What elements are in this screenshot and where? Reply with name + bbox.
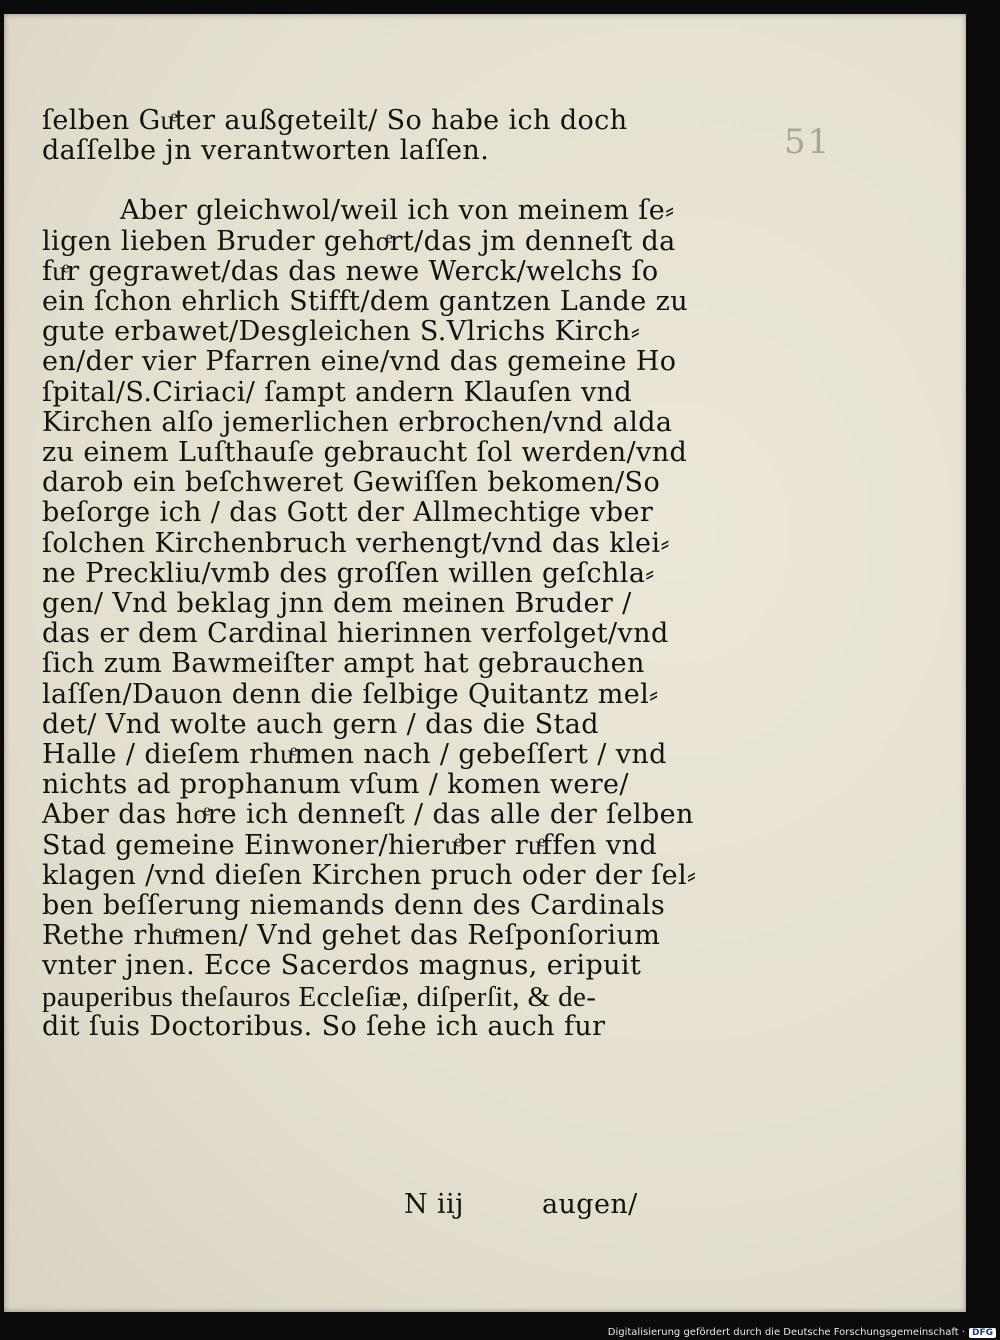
- text-line: ben beſſerung niemands denn des Cardinals: [42, 890, 666, 922]
- text-line: vnter jnen. Ecce Sacerdos magnus, eripuit: [42, 950, 642, 982]
- text-line: ſolchen Kirchenbruch verhengt/vnd das klei⸗: [42, 527, 670, 559]
- text-line: darob ein beſchweret Gewiſſen bekomen/So: [42, 467, 661, 499]
- text-line: gen/ Vnd beklag jnn dem meinen Bruder /: [42, 588, 632, 620]
- text-line: fuͤr gegrawet/das das newe Werck/welchs ſo: [42, 255, 659, 287]
- text-line: ſich zum Bawmeiſter ampt hat gebrauchen: [42, 648, 645, 680]
- book-page: [4, 14, 966, 1312]
- footer-credit: [608, 1327, 996, 1338]
- folio-number: 51: [784, 122, 832, 162]
- text-line: nichts ad prophanum vſum / komen were/: [42, 769, 629, 801]
- text-line: ein ſchon ehrlich Stifft/dem gantzen Lande zu: [42, 286, 688, 318]
- text-line: beſorge ich / das Gott der Allmechtige vber: [42, 497, 654, 529]
- text-line: laſſen/Dauon denn die ſelbige Quitantz mel⸗: [42, 678, 659, 710]
- text-line: pauperibus theſauros Eccleſiæ, diſperſit, & de-: [42, 980, 597, 1013]
- text-line: ligen lieben Bruder gehoͤrt/das jm denneſt da: [42, 225, 676, 257]
- text-line: Kirchen alſo jemerlichen erbrochen/vnd alda: [42, 406, 673, 438]
- text-lines: [42, 105, 697, 1042]
- text-line: ſpital/S.Ciriaci/ ſampt andern Klauſen vnd: [42, 376, 633, 408]
- text-line: Halle / dieſem rhuͤmen nach / gebeſſert / vnd: [42, 739, 667, 771]
- text-line: en/der vier Pfarren eine/vnd das gemeine Ho: [42, 346, 677, 378]
- text-line: zu einem Luſthauſe gebraucht ſol werden/vnd: [42, 437, 688, 469]
- text-line: Aber gleichwol/weil ich von meinem ſe⸗: [120, 195, 675, 227]
- catchword: augen/: [542, 1189, 638, 1220]
- dfg-logo: DFG: [969, 1328, 996, 1338]
- text-line: ſelben Guͤter außgeteilt/ So habe ich doch: [42, 105, 628, 136]
- text-line: ne Preckliu/vmb des groſſen willen geſchla⸗: [42, 557, 655, 589]
- text-line: Aber das hoͤre ich denneſt / das alle der ſelben: [42, 799, 694, 831]
- paragraph-gap: [42, 166, 682, 196]
- text-line: dit ſuis Doctoribus. So ſehe ich auch fur: [42, 1010, 606, 1042]
- text-line: daſſelbe jn verantworten laſſen.: [42, 135, 490, 167]
- footer-text: Digitalisierung gefördert durch die Deutsche Forschungsgemeinschaft ·: [607, 1327, 965, 1338]
- text-line: klagen /vnd dieſen Kirchen pruch oder der ſel⸗: [42, 859, 697, 891]
- catch-line: [42, 1190, 682, 1224]
- signature-mark: N iij: [404, 1189, 464, 1220]
- text-line: det/ Vnd wolte auch gern / das die Stad: [42, 708, 599, 740]
- text-line: das er dem Cardinal hierinnen verfolget/vnd: [42, 618, 669, 650]
- text-block: [42, 105, 697, 1220]
- text-line: Stad gemeine Einwoner/hieruͤber ruͤffen vnd: [42, 829, 658, 861]
- text-line: gute erbawet/Desgleichen S.Vlrichs Kirch⸗: [42, 316, 641, 348]
- text-line: Rethe rhuͤmen/ Vnd gehet das Reſponſorium: [42, 920, 661, 952]
